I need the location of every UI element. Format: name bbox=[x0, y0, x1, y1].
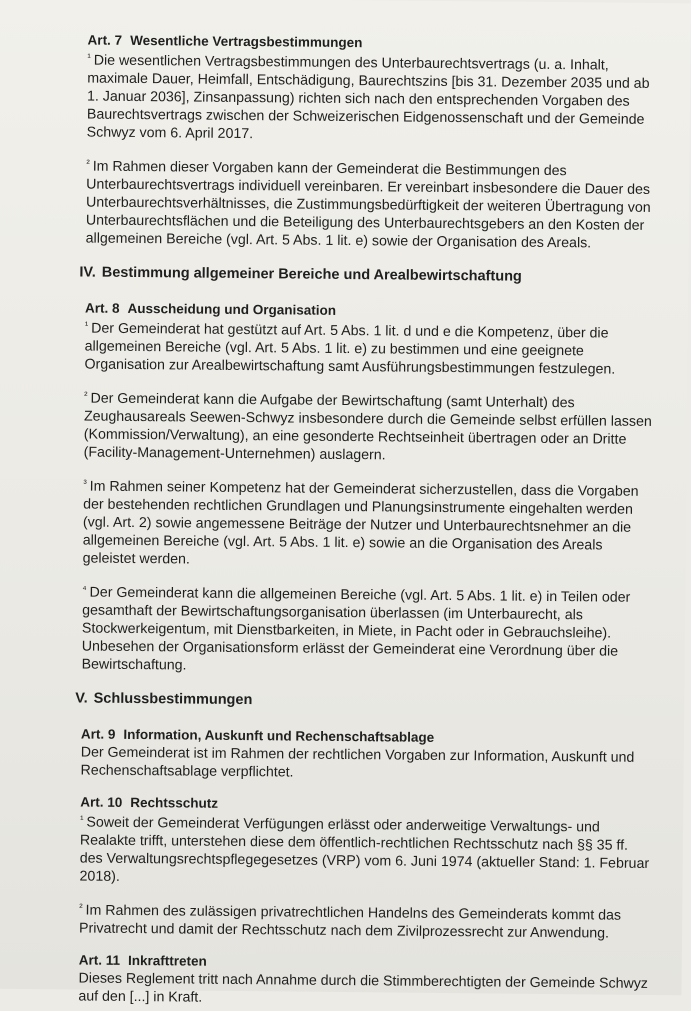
article-8-number: Art. 8 bbox=[84, 300, 120, 316]
article-11-title: Inkrafttreten bbox=[127, 952, 207, 969]
paragraph-marker: ³ bbox=[83, 478, 87, 490]
article-10-paragraph-2: $^{^2}$ Im Rahmen des zulässigen privatrechtlichen Handelns des Gemeinderats kommt das Privatrecht und damit der Rechtsschutz nach dem Zivilprozessrecht zur Anwendung. bbox=[78, 902, 622, 942]
article-9 bbox=[81, 725, 654, 784]
article-8-paragraph-4: $^{^4}$ Der Gemeinderat kann die allgemeinen Bereiche (vgl. Art. 5 Abs. 1 lit. e) in Teilen oder gesamthaft der Bewirtschaftungsorganisation überlassen (im Unterbaurecht, als Stockwerkeigentum, mit Dienstbarkeiten, in Miete, in Pacht oder in Gebrauchsleihe). Unbesehen der Organisationsform erlässt der Gemeinderat eine Verordnung über die Bewirtschaftung. bbox=[81, 584, 631, 674]
article-11 bbox=[78, 951, 651, 1010]
article-7-number: Art. 7 bbox=[87, 32, 123, 48]
article-7-paragraph-1: $^{^1}$ Die wesentlichen Vertragsbestimmungen des Unterbaurechtsvertrags (u. a. Inhalt, maximale Dauer, Heimfall, Entschädigung, Baurechtszins [bis 31. Dezember 2035 und ab 1. Januar 2036], Zinsanpassung) richten sich nach den entsprechenden Vorgaben des Baurechtsvertrags zwischen der Schweizerischen Eidgenossenschaft und der Gemeinde Schwyz vom 6. April 2017. bbox=[86, 52, 650, 143]
article-8-paragraph-1: $^{^1}$ Der Gemeinderat hat gestützt auf Art. 5 Abs. 1 lit. d und e die Kompetenz, über die allgemeinen Bereiche (vgl. Art. 5 Abs. 1 lit. e) zu bestimmen und eine geeignete Organisation zur Arealbewirtschaftung samt Ausführungsbestimmungen festzulegen. bbox=[84, 320, 616, 378]
section-5-title: Schlussbestimmungen bbox=[93, 690, 253, 709]
article-10-title: Rechtsschutz bbox=[130, 794, 219, 811]
article-7-title: Wesentliche Vertragsbestimmungen bbox=[130, 32, 363, 51]
article-11-paragraph: Dieses Reglement tritt nach Annahme durch die Stimmberechtigten der Gemeinde Schwyz auf den [...] in Kraft. bbox=[78, 970, 649, 1006]
paragraph-marker: ² bbox=[86, 158, 90, 170]
article-10 bbox=[79, 793, 653, 942]
article-8-paragraph-3: $^{^3}$ Im Rahmen seiner Kompetenz hat der Gemeinderat sicherzustellen, dass die Vorgaben der bestehenden rechtlichen Grundlagen und Planungsinstrumente eingehalten werden (vgl. Art. 2) sowie angemessene Beiträge der Nutzer und Unterbaurechtsnehmer an die allgemeinen Bereiche (vgl. Art. 5 Abs. 1 lit. e) sowie an die Organisation des Areals geleistet werden. bbox=[82, 478, 639, 568]
article-10-paragraph-1: $^{^1}$ Soweit der Gemeinderat Verfügungen erlässt oder anderweitige Verwaltungs- und Realakte trifft, unterstehen diese dem öffentlich-rechtlichen Rechtsschutz nach §§ 35 ff. des Verwaltungsrechtspflegegesetzes (VRP) vom 6. Juni 1974 (aktueller Stand: 1. Februar 2018). bbox=[79, 814, 650, 885]
paragraph-marker: ¹ bbox=[87, 52, 91, 64]
section-5-number: V. bbox=[75, 690, 88, 707]
section-4-title: Bestimmung allgemeiner Bereiche und Arealbewirtschaftung bbox=[101, 264, 522, 285]
article-8 bbox=[82, 300, 659, 679]
section-4-heading bbox=[79, 263, 658, 287]
paragraph-marker: ¹ bbox=[80, 814, 84, 826]
paragraph-marker: ⁴ bbox=[82, 584, 87, 596]
paragraph-marker: ² bbox=[84, 390, 88, 402]
section-5-heading bbox=[75, 689, 654, 713]
article-9-title: Information, Auskunft und Rechenschaftsablage bbox=[123, 726, 435, 745]
article-10-number: Art. 10 bbox=[80, 794, 123, 810]
article-11-number: Art. 11 bbox=[78, 952, 121, 968]
article-9-paragraph: Der Gemeinderat ist im Rahmen der rechtlichen Vorgaben zur Information, Auskunft und Rechenschaftsablage verpflichtet. bbox=[80, 744, 635, 781]
article-8-paragraph-2: $^{^2}$ Der Gemeinderat kann die Aufgabe der Bewirtschaftung (samt Unterhalt) des Zeughausareals Seewen-Schwyz insbesondere durch die Gemeinde selbst erfüllen lassen (Kommission/Verwaltung), an eine gesonderte Rechtseinheit übertragen oder an Dritte (Facility-Management-Unternehmen) auslagern. bbox=[83, 390, 652, 464]
article-7 bbox=[86, 32, 661, 253]
paragraph-marker: ¹ bbox=[84, 320, 89, 332]
paragraph-marker: ² bbox=[79, 902, 83, 914]
article-8-title: Ausscheidung und Organisation bbox=[127, 300, 337, 318]
article-9-number: Art. 9 bbox=[80, 726, 116, 742]
section-4-number: IV. bbox=[79, 264, 96, 281]
article-7-paragraph-2: $^{^2}$ Im Rahmen dieser Vorgaben kann der Gemeinderat die Bestimmungen des Unterbaurechtsvertrags individuell vereinbaren. Er vereinbart insbesondere die Dauer des Unterbaurechtsverhältnisses, die Zustimmungsbedürftigkeit der weiteren Übertragung von Unterbaurechtsflächen und die Beteiligung des Unterbaurechtsgebers an den Kosten der allgemeinen Bereiche (vgl. Art. 5 Abs. 1 lit. e) sowie der Organisation des Areals. bbox=[85, 158, 651, 252]
